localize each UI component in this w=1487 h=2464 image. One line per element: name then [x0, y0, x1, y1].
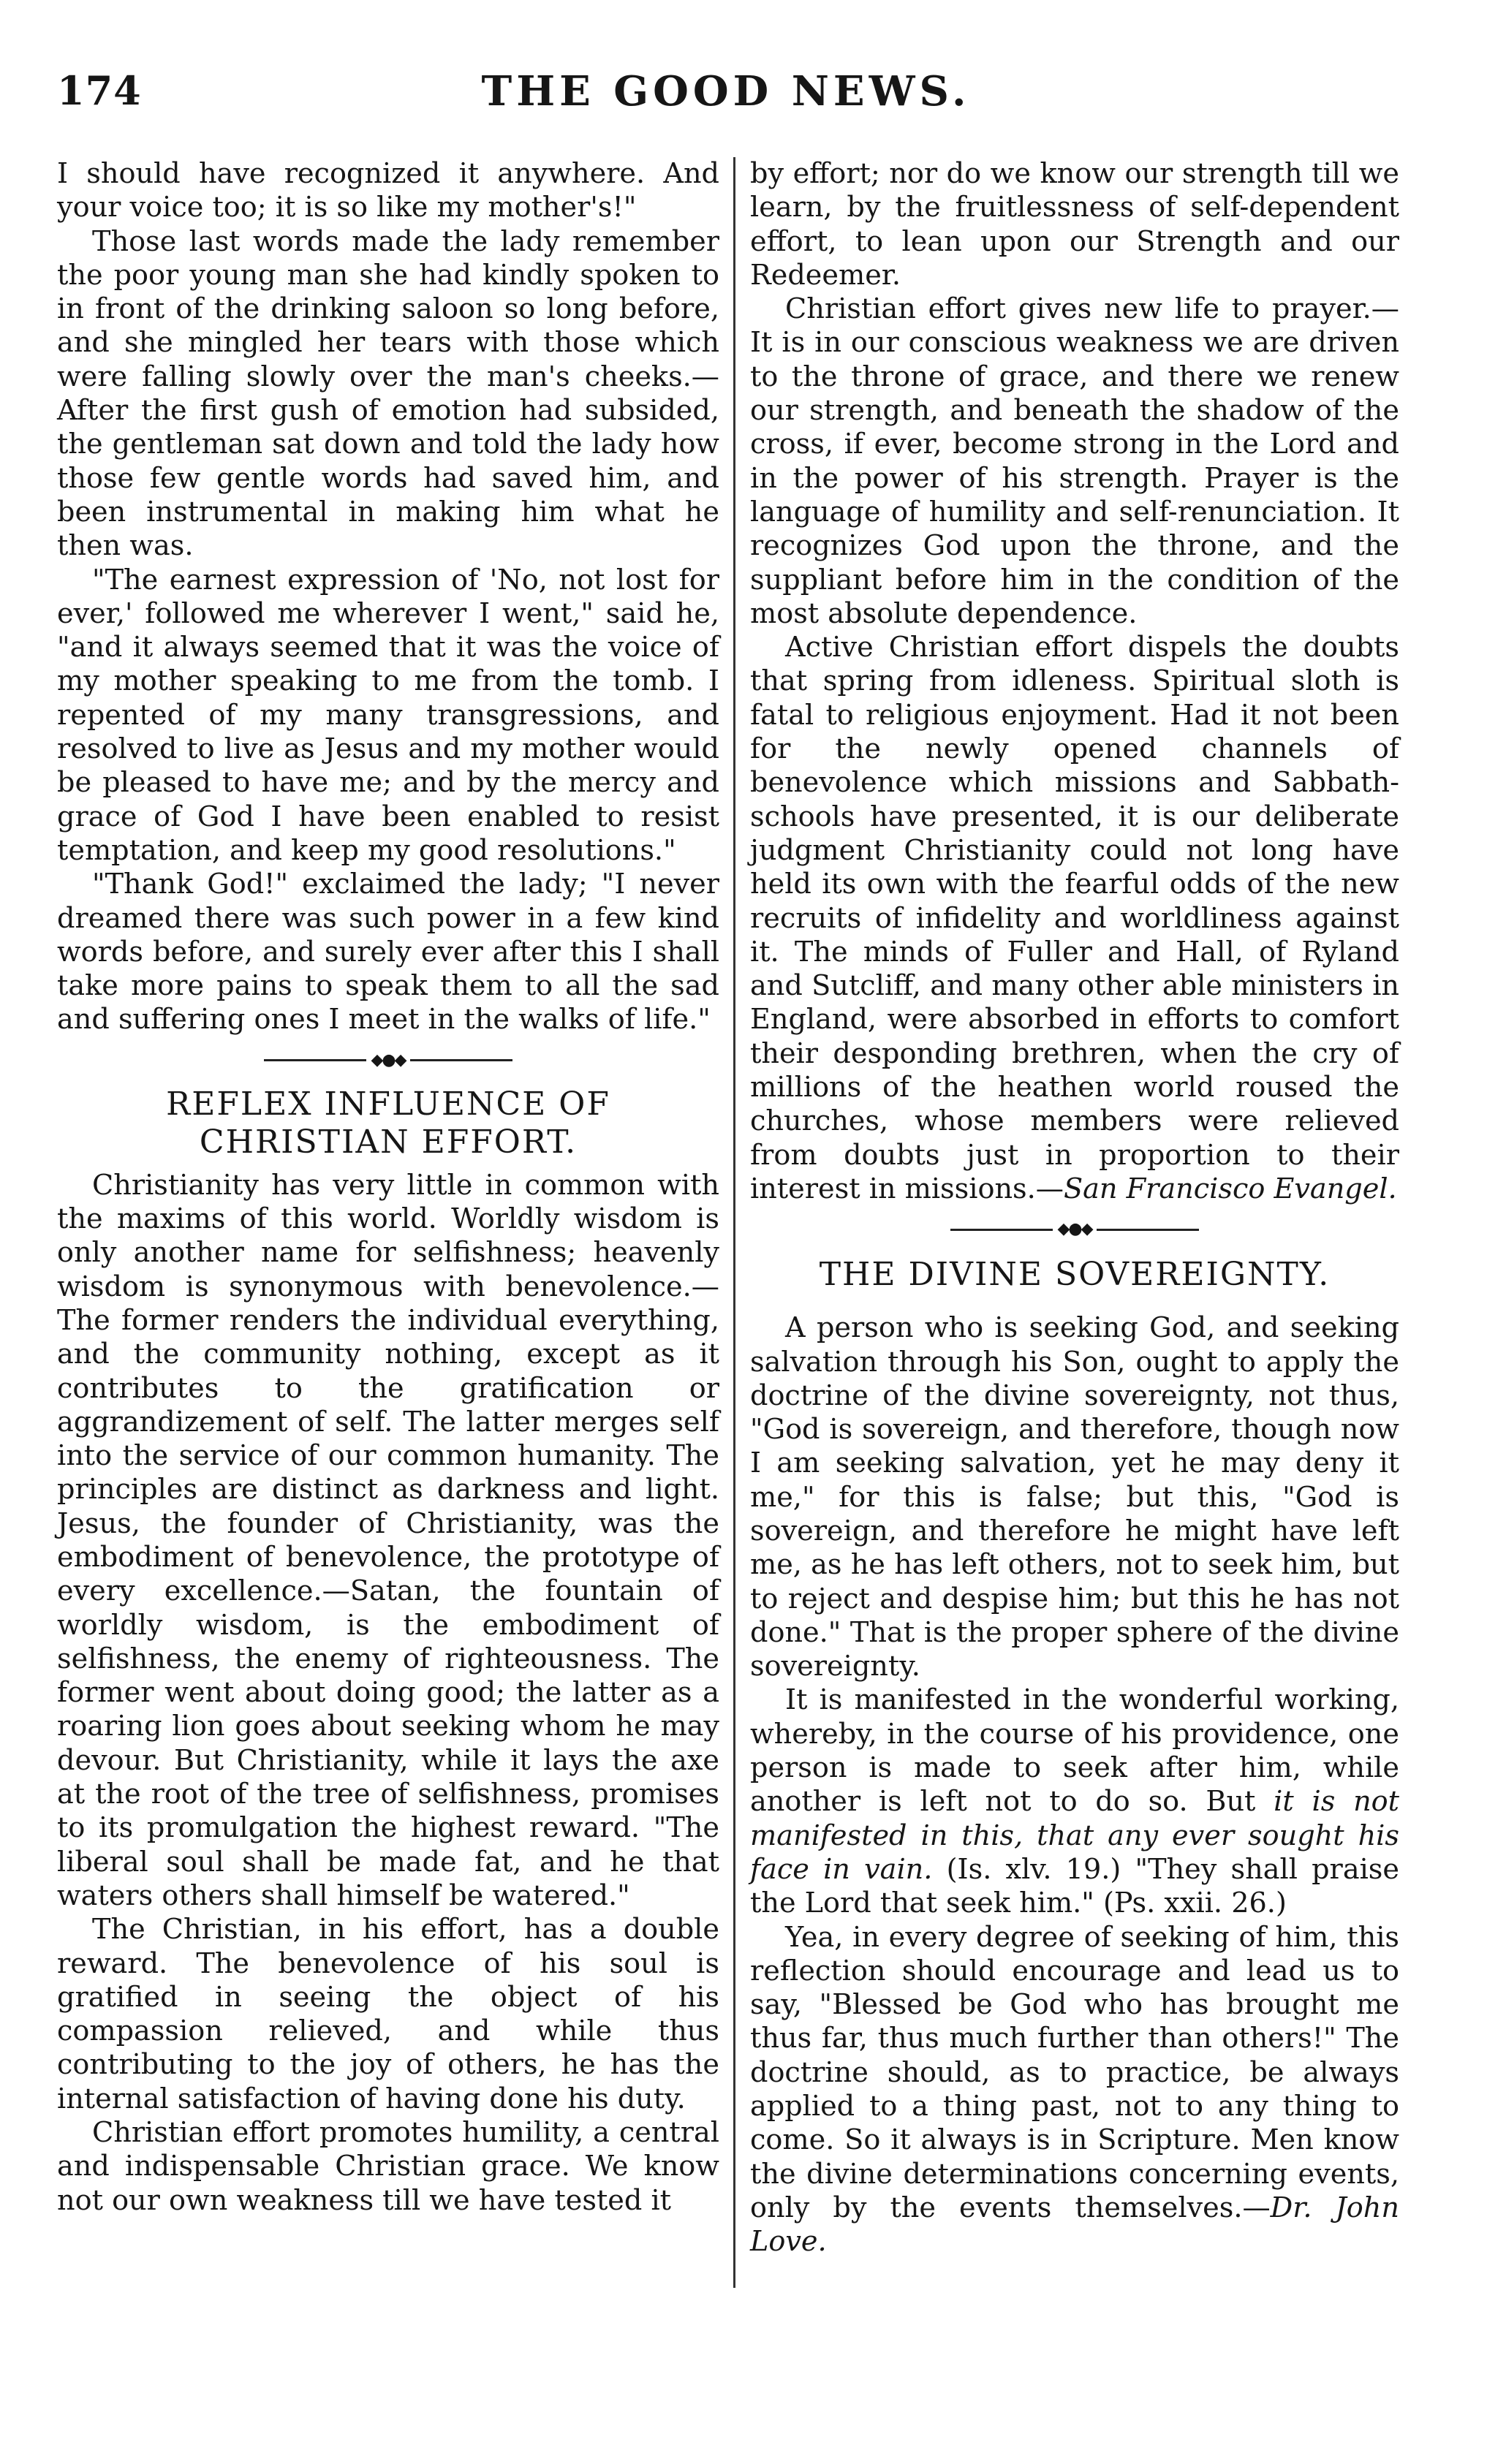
author-signature: Dr. John Love. [750, 2191, 1399, 2259]
story-paragraph: Those last words made the lady remember the poor young man she had kindly spoken to in front of the drinking saloon so long before, and she mingled her tears with those which were falling slowly over the man's cheeks.—After the first gush of emotion had subsided, the gentleman sat down and told the lady how those few gentle words had saved him, and been instrumental in making him what he then was. [57, 225, 719, 563]
section-divider [57, 1046, 719, 1075]
paragraph-text: It is manifested in the wonderful working, whereby, in the course of his providence, one person is made to seek after him, while another is left not to do so. But [750, 1684, 1399, 1819]
article-paragraph [750, 1921, 1399, 2259]
article-paragraph [750, 631, 1399, 1206]
divider-line [950, 1229, 1053, 1231]
masthead-title: THE GOOD NEWS. [481, 67, 971, 115]
story-paragraph: "The earnest expression of 'No, not lost for ever,' followed me wherever I went," said he, "and it always seemed that it was the voice of my mother speaking to me from the tomb. I repented of my many transgressions, and resolved to live as Jesus and my mother would be pleased to have me; and by the mercy and grace of God I have been enabled to resist temptation, and keep my good resolutions." [57, 564, 719, 867]
divider-line [1097, 1229, 1199, 1231]
article-paragraph: Christianity has very little in common with the maxims of this world. Worldly wisdom is only another name for selfishness; heavenly wisdom is synonymous with benevolence.—The former renders the individual everything, and the community nothing, except as it contributes to the gratification or aggrandizement of self. The latter merges self into the service of our common humanity. The principles are distinct as darkness and light. Jesus, the founder of Christianity, was the embodiment of benevolence, the prototype of every excellence.—Satan, the fountain of worldly wisdom, is the embodiment of selfishness, the enemy of righteousness. The former went about doing good; the latter as a roaring lion goes about seeking whom he may devour. But Christianity, while it lays the axe at the root of the tree of selfishness, promises to its promulgation the highest reward. "The liberal soul shall be made fat, and he that waters others shall himself be watered." [57, 1169, 719, 1912]
right-column [750, 157, 1399, 2259]
paragraph-text: (Is. xlv. 19.) "They shall praise the Lord that seek him." (Ps. xxii. 26.) [750, 1853, 1399, 1920]
article-paragraph: Christian effort gives new life to prayer.—It is in our conscious weakness we are driven to the throne of grace, and there we renew our strength, and beneath the shadow of the cross, if ever, become strong in the Lord and in the power of his strength. Prayer is the language of humility and self-renunciation. It recognizes God upon the throne, and the suppliant before him in the condition of the most absolute dependence. [750, 293, 1399, 630]
article-source-signature: San Francisco Evangel. [1063, 1172, 1397, 1205]
article-paragraph-text: Active Christian effort dispels the doubts that spring from idleness. Spiritual sloth is fatal to religious enjoyment. Had it not been for the newly opened channels of benevolence which missions and Sabbath-schools have presented, it is our deliberate judgment Christianity could not long have held its own with the fearful odds of the new recruits of infidelity and worldliness against it. The minds of Fuller and Hall, of Ryland and Sutcliff, and many other able ministers in England, were absorbed in efforts to comfort their desponding brethren, when the cry of millions of the heathen world roused the churches, whose members were relieved from doubts just in proportion to their interest in missions.— [750, 632, 1399, 1205]
divider-ornament: ◆●◆ [371, 1050, 406, 1069]
page-number: 174 [57, 67, 142, 114]
story-paragraph: "Thank God!" exclaimed the lady; "I never dreamed there was such power in a few kind words before, and surely ever after this I shall take more pains to speak them to all the sad and suffering ones I meet in the walks of life." [57, 868, 719, 1036]
paragraph-text: Yea, in every degree of seeking of him, this reflection should encourage and lead us to say, "Blessed be God who has brought me thus far, thus much further than others!" The doctrine should, as to practice, be always applied to a thing past, not to any thing to come. So it always is in Scripture. Men know the divine determinations concerning events, only by the events themselves.— [750, 1921, 1399, 2224]
story-paragraph: I should have recognized it anywhere. And your voice too; it is so like my mother's!" [57, 158, 719, 224]
page-header [57, 67, 1395, 126]
article-paragraph [750, 1683, 1399, 1920]
divider-ornament: ◆●◆ [1057, 1220, 1092, 1239]
article-paragraph: A person who is seeking God, and seeking salvation through his Son, ought to apply the doctrine of the divine sovereignty, not thus, "God is sovereign, and therefore, though now I am seeking salvation, yet he may deny it me," for this is false; but this, "God is sovereign, and therefore he might have left me, as he has left others, not to seek him, but to reject and despise him; but this he has not done." That is the proper sphere of the divine sovereignty. [750, 1312, 1399, 1683]
italic-emphasis: it is not manifested in this, that any ever sought his face in vain. [750, 1786, 1400, 1886]
article-paragraph: Christian effort promotes humility, a central and indispensable Christian grace. We know not our own weakness till we have tested it [57, 2117, 719, 2217]
section-heading-divine-sovereignty: THE DIVINE SOVEREIGNTY. [819, 1256, 1331, 1294]
article-paragraph: by effort; nor do we know our strength till we learn, by the fruitlessness of self-dependent effort, to lean upon our Strength and our Redeemer. [750, 158, 1399, 292]
column-divider-rule [733, 157, 735, 2288]
section-divider [750, 1215, 1399, 1244]
section-heading-reflex-influence: REFLEX INFLUENCE OF CHRISTIAN EFFORT. [166, 1085, 610, 1161]
divider-line [410, 1059, 512, 1061]
divider-line [264, 1059, 366, 1061]
left-column [57, 157, 719, 2218]
article-paragraph: The Christian, in his effort, has a double reward. The benevolence of his soul is gratified in seeing the object of his compassion relieved, and while thus contributing to the joy of others, he has the internal satisfaction of having done his duty. [57, 1914, 719, 2115]
